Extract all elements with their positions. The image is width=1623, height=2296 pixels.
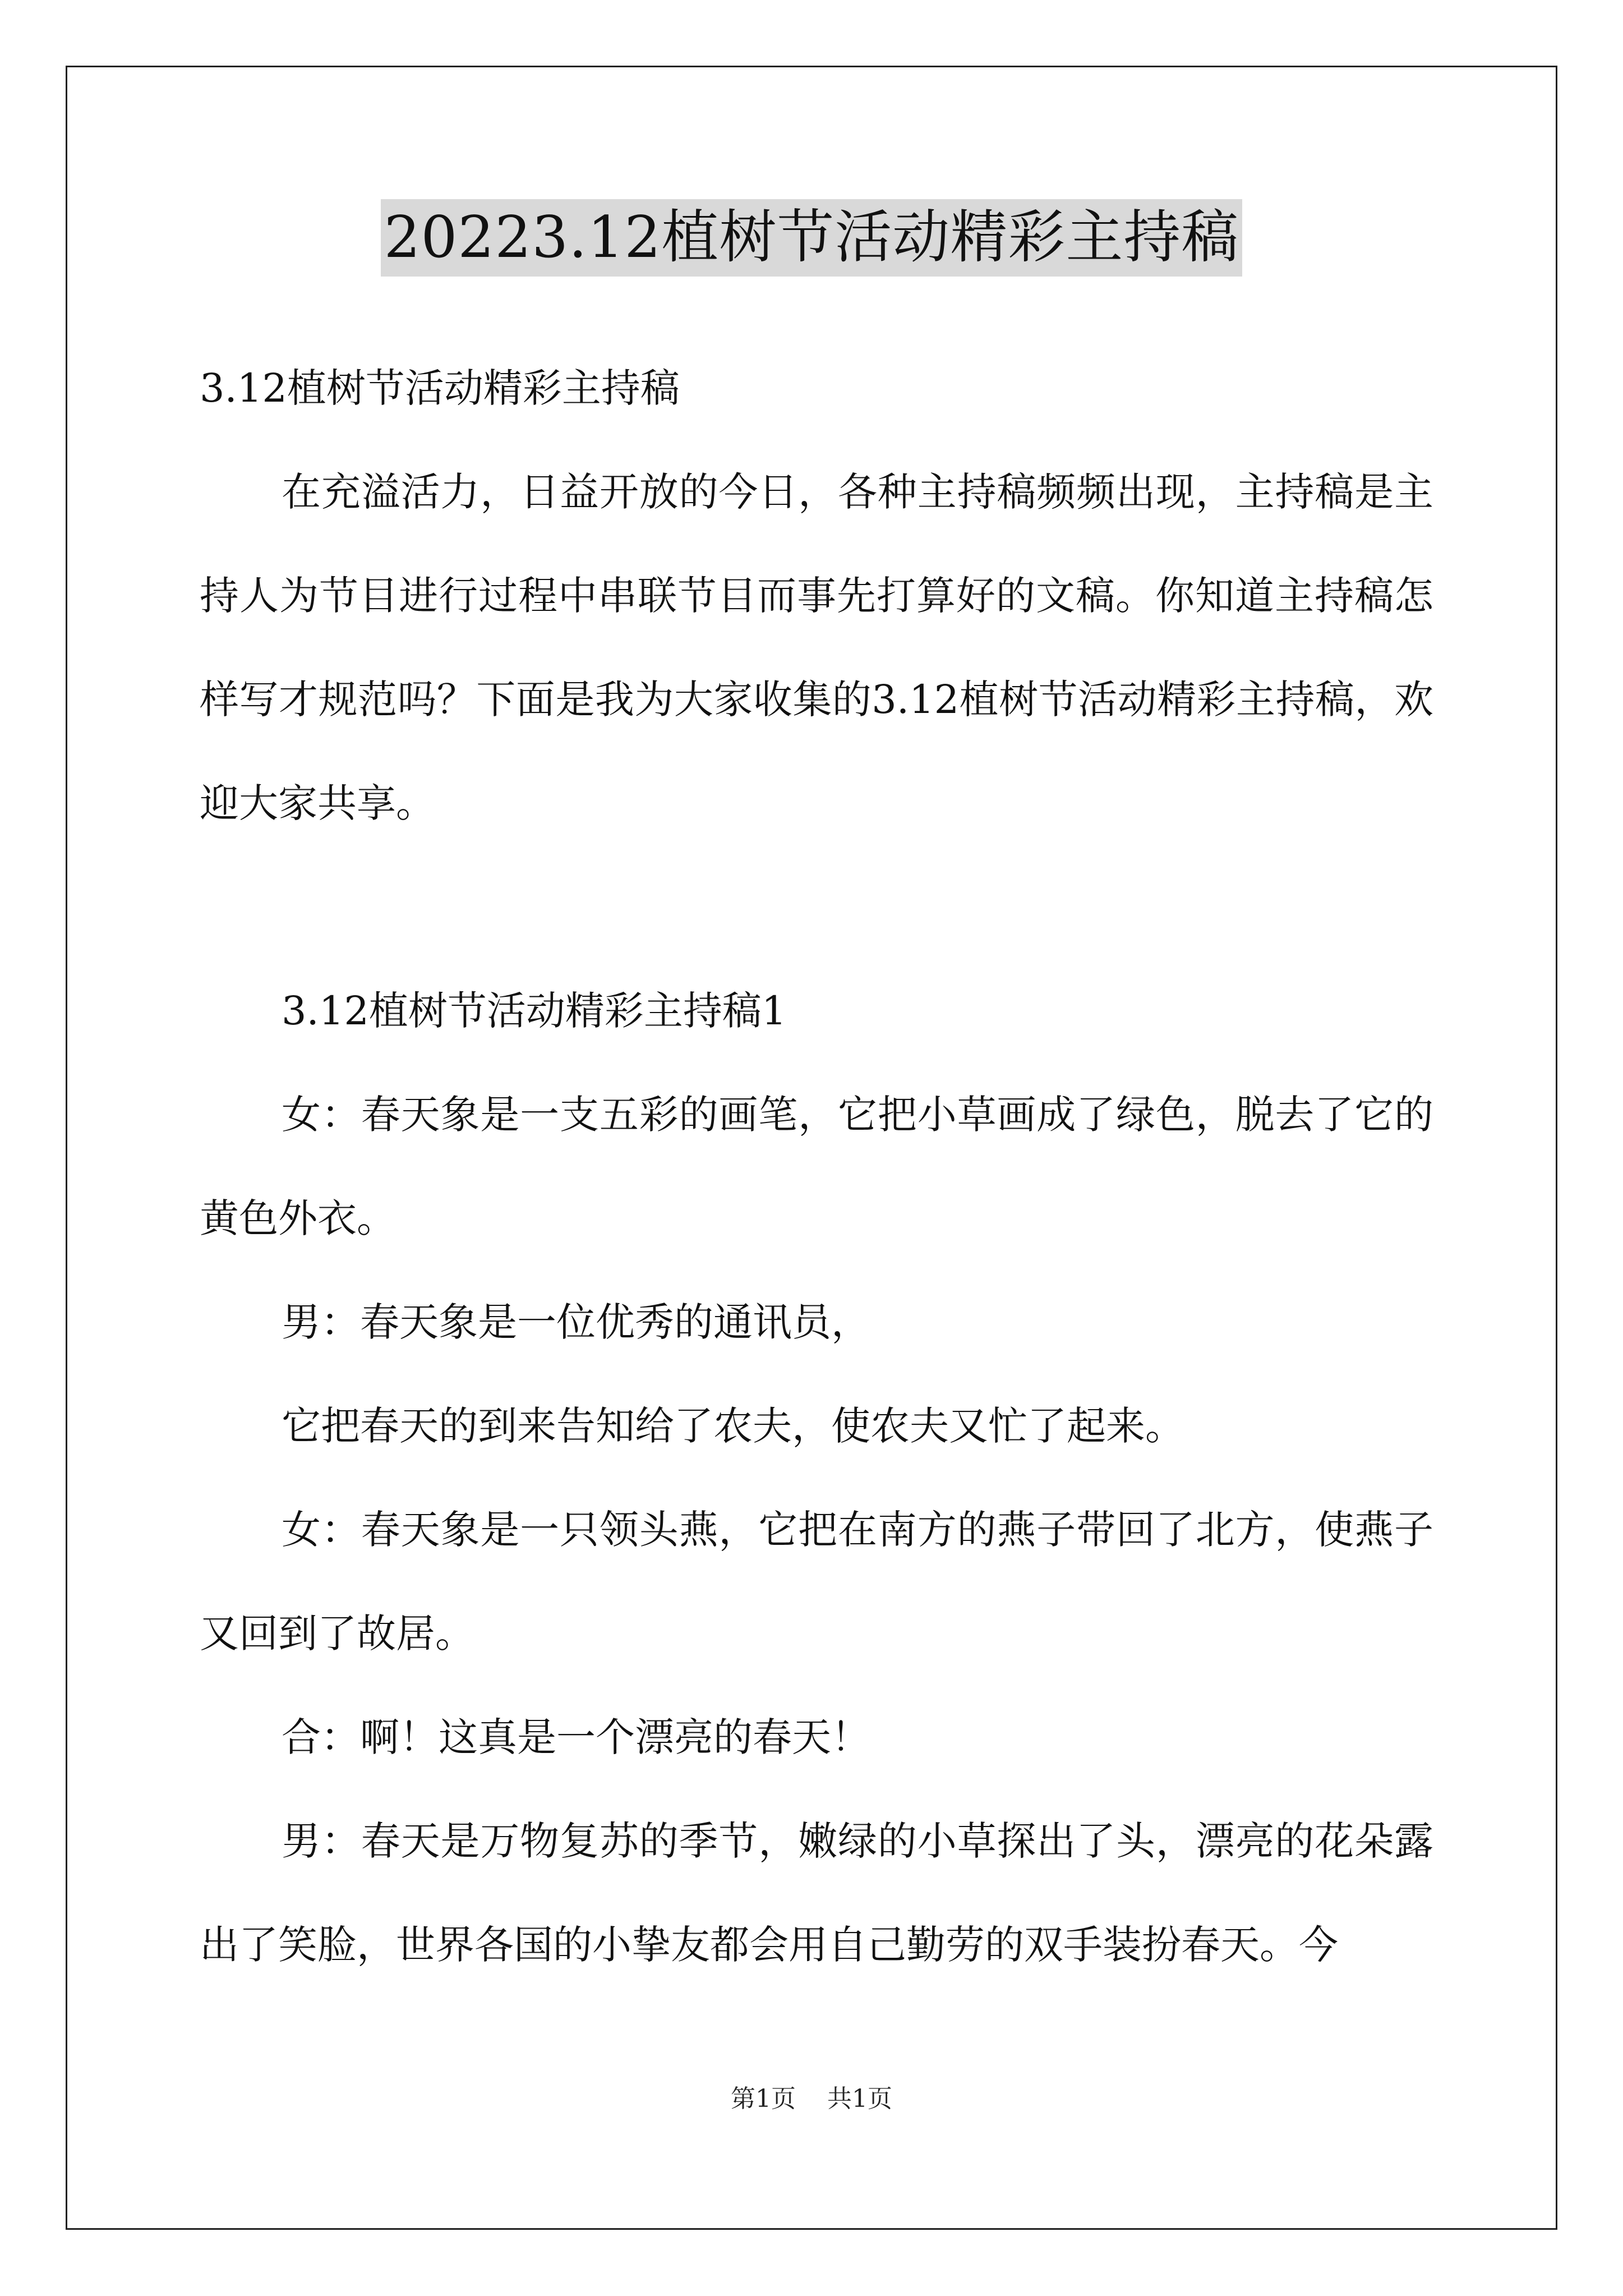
dialogue-line: 女：春天象是一只领头燕，它把在南方的燕子带回了北方，使燕子又回到了故居。: [200, 1507, 1433, 1657]
title-wrap: [0, 199, 1623, 277]
document-body: [200, 337, 1433, 1997]
dialogue-line: 男：春天象是一位优秀的通讯员，: [282, 1299, 870, 1345]
dialogue-line: 男：春天是万物复苏的季节，嫩绿的小草探出了头，漂亮的花朵露出了笑脸，世界各国的小挚友都会用自己勤劳的双手装扮春天。今: [200, 1818, 1433, 1968]
page-footer: [0, 2082, 1623, 2116]
dialogue-line: 女：春天象是一支五彩的画笔，它把小草画成了绿色，脱去了它的黄色外衣。: [200, 1092, 1433, 1241]
blank-line: [200, 855, 1433, 959]
dialogue-line: 它把春天的到来告知给了农夫，使农夫又忙了起来。: [282, 1403, 1184, 1449]
page-number: 第1页: [731, 2085, 796, 2113]
section-heading: 3.12植树节活动精彩主持稿1: [282, 988, 787, 1034]
intro-paragraph: 在充溢活力，日益开放的今日，各种主持稿频频出现，主持稿是主持人为节目进行过程中串联节目而事先打算好的文稿。你知道主持稿怎样写才规范吗？下面是我为大家收集的3.12植树节活动精彩主持稿，欢迎大家共享。: [200, 469, 1433, 826]
document-title: 20223.12植树节活动精彩主持稿: [381, 199, 1243, 277]
page-total: 共1页: [827, 2085, 892, 2113]
subtitle-paragraph: 3.12植树节活动精彩主持稿: [200, 365, 680, 411]
dialogue-line: 合：啊！这真是一个漂亮的春天！: [282, 1714, 870, 1760]
